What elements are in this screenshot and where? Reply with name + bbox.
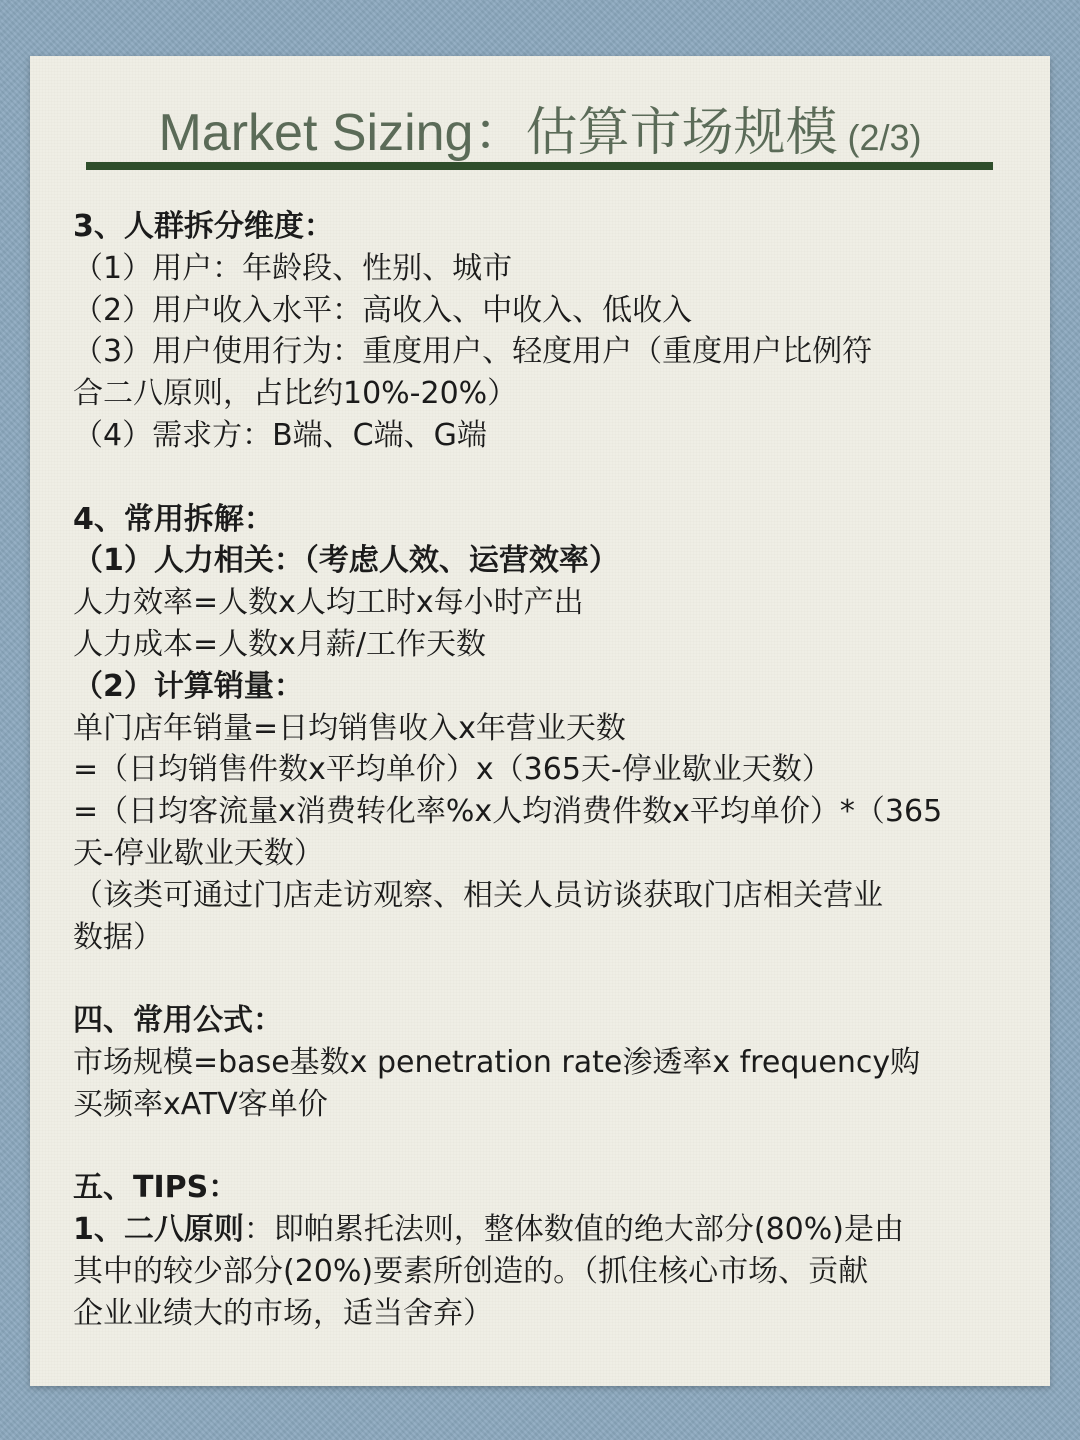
section-3-line: （4）需求方：B端、C端、G端 [73,417,487,453]
section-4-line: 单门店年销量=日均销售收入x年营业天数 [73,710,626,746]
page-title-main: Market Sizing：估算市场规模 [158,104,838,162]
tip-1-text: ：即帕累托法则，整体数值的绝大部分(80%)是由 [243,1212,904,1248]
spacer [73,457,1023,499]
spacer [73,1126,1023,1168]
section-3-line: （2）用户收入水平：高收入、中收入、低收入 [73,292,693,328]
formula-heading: 四、常用公式： [73,1003,283,1039]
section-3-line: 合二八原则，占比约10%-20%） [73,376,518,412]
section-4-line: 数据） [73,919,163,955]
section-3-line: （1）用户：年龄段、性别、城市 [73,250,513,286]
page-title [30,90,1050,165]
tip-1-line: 其中的较少部分(20%)要素所创造的。（抓住核心市场、贡献 [73,1253,869,1289]
section-4-line: =（日均销售件数x平均单价）x（365天-停业歇业天数） [73,752,832,788]
section-4-heading: 4、常用拆解： [73,501,274,537]
tip-1-line [73,1209,1023,1251]
section-3-heading: 3、人群拆分维度： [73,209,334,244]
formula-line: 市场规模=base基数x penetration rate渗透率x frequency购 [73,1044,921,1080]
section-4-line: 人力成本=人数x月薪/工作天数 [73,626,486,662]
tip-1-line: 企业业绩大的市场，适当舍弃） [73,1295,493,1331]
section-4-line: 人力效率=人数x人均工时x每小时产出 [73,585,584,621]
title-divider [86,162,993,170]
spacer [73,958,1023,1000]
section-4-line: 天-停业歇业天数） [73,835,324,871]
section-4-line: =（日均客流量x消费转化率%x人均消费件数x平均单价）*（365 [73,794,943,830]
paper-card [30,56,1050,1386]
tips-heading: 五、TIPS： [73,1170,239,1206]
section-3-line: （3）用户使用行为：重度用户、轻度用户（重度用户比例符 [73,334,873,370]
article-body [73,206,1023,1335]
section-4-line: （该类可通过门店走访观察、相关人员访谈获取门店相关营业 [73,877,883,913]
formula-line: 买频率xATV客单价 [73,1086,328,1122]
tip-1-label: 1、二八原则 [73,1212,244,1248]
section-4-subheading-2: （2）计算销量： [73,668,304,704]
section-4-subheading-1: （1）人力相关：（考虑人效、运营效率） [73,543,619,579]
page-indicator: (2/3) [847,117,922,158]
